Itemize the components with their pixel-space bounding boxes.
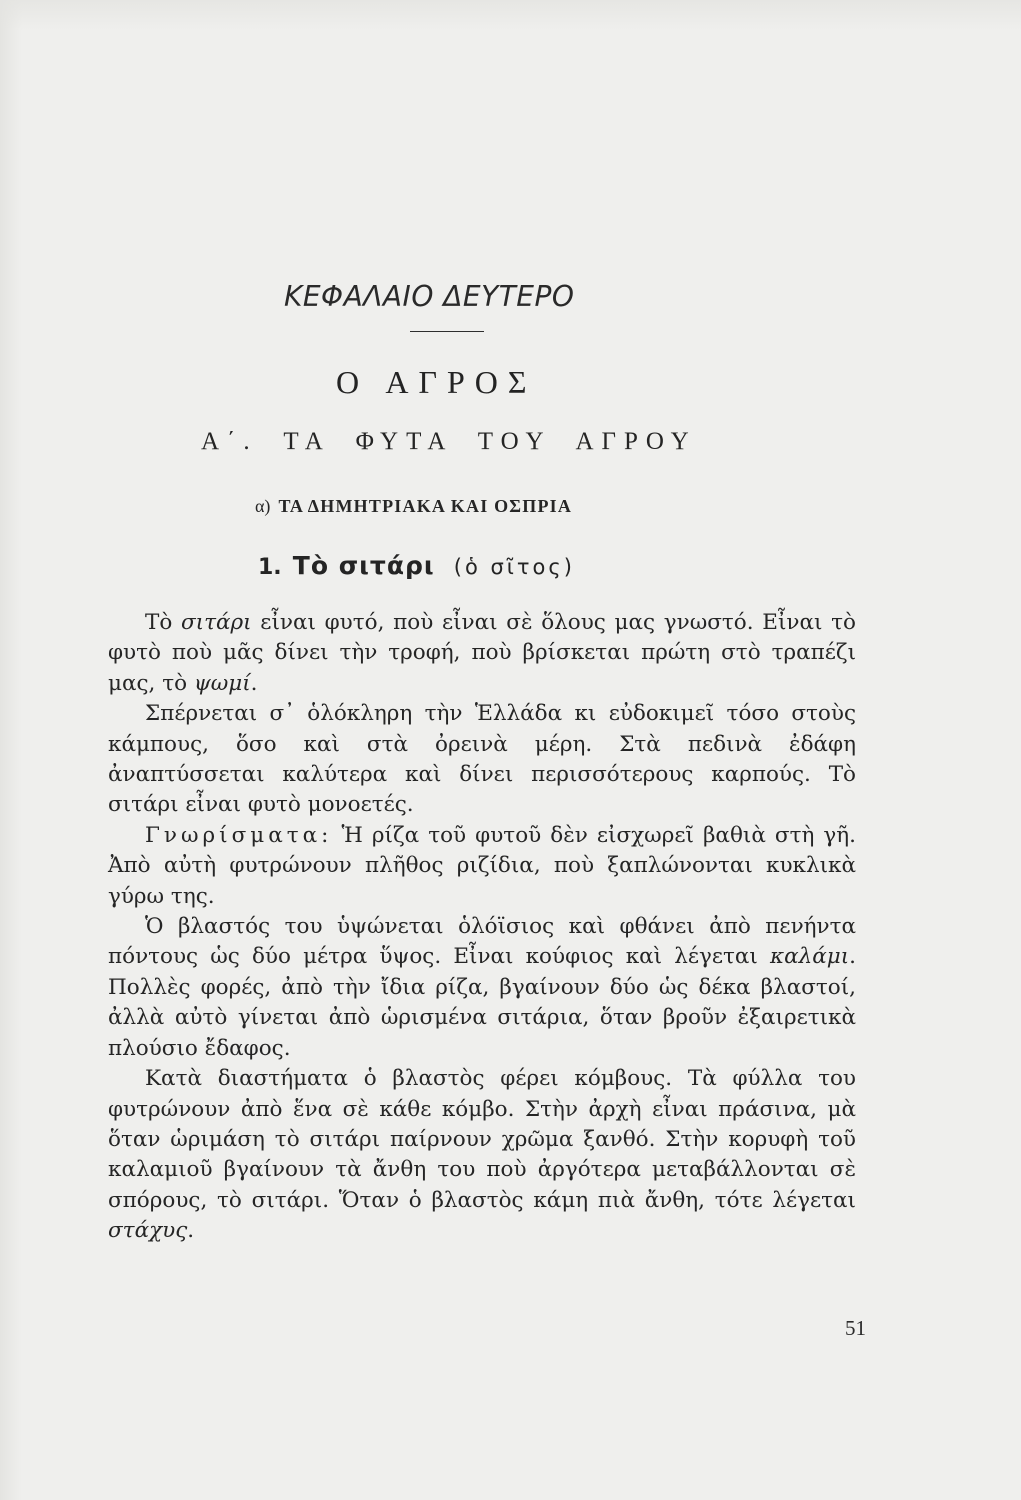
page-edge-shadow-top bbox=[0, 0, 1021, 30]
subsection-marker: α) bbox=[255, 496, 271, 516]
body-text bbox=[108, 608, 856, 1247]
item-alt-name: (ὁ σῖτος) bbox=[453, 555, 575, 579]
paragraph-3-text: Ἡ ρίζα τοῦ φυτοῦ δὲν εἰσχωρεῖ βαθιὰ στὴ γῆ. Ἀπὸ αὐτὴ φυτρώνουν πλῆθος ριζίδια, ποὺ ξαπλώνονται κυκλικὰ γύρω της. bbox=[108, 822, 856, 909]
item-heading bbox=[258, 551, 688, 580]
subsection-title-text: ΤΑ ΔΗΜΗΤΡΙΑΚΑ ΚΑΙ ΟΣΠΡΙΑ bbox=[278, 496, 573, 516]
page-edge-shadow-left bbox=[0, 0, 22, 1500]
paragraph-4-term-kalami: καλάμι bbox=[769, 944, 850, 970]
main-title: Ο ΑΓΡΟΣ bbox=[336, 364, 537, 400]
title-rule bbox=[410, 331, 484, 332]
paragraph-1-text-c: εἶναι φυτό, ποὺ εἶναι σὲ ὅλους μας γνωστό. Εἶναι τὸ φυτὸ ποὺ μᾶς δίνει τὴν τροφή, ποὺ βρίσκεται πρώτη στὸ τραπέζι μας, τὸ bbox=[108, 610, 856, 696]
paragraph-1-term-psomi: ψωμί bbox=[193, 670, 251, 696]
paragraph-4-text-a: Ὁ βλαστός του ὑψώνεται ὁλόϊσιος καὶ φθάνει ἀπὸ πενήντα πόντους ὡς δύο μέτρα ὕψος. Εἶναι κούφιος καὶ λέγεται bbox=[108, 914, 856, 970]
paragraph-5-text-a: Κατὰ διαστήματα ὁ βλαστὸς φέρει κόμβους. Τὰ φύλλα του φυτρώνουν ἀπὸ ἕνα σὲ κάθε κόμβο. Στὴν ἀρχὴ εἶναι πράσινα, μὰ ὅταν ὡριμάση τὸ σιτάρι παίρνουν χρῶμα ξανθό. Στὴν κορυφὴ τοῦ καλαμιοῦ βγαίνουν τὰ ἄνθη του ποὺ ἀργότερα μεταβάλλονται σὲ σπόρους, τὸ σιτάρι. Ὅταν ὁ βλαστὸς κάμη πιὰ ἄνθη, τότε λέγεται bbox=[108, 1066, 856, 1213]
paragraph-1-term-sitari: σιτάρι bbox=[181, 610, 252, 635]
subsection-title bbox=[255, 496, 685, 517]
item-name: Τὸ σιτάρι bbox=[292, 551, 435, 580]
paragraph-4-text-c: . Πολλὲς φορές, ἀπὸ τὴν ἴδια ρίζα, βγαίνουν δύο ὡς δέκα βλαστοί, ἀλλὰ αὐτὸ γίνεται ἀπὸ ὡρισμένα σιτάρια, ὅταν βροῦν ἐξαιρετικὰ πλούσιο ἔδαφος. bbox=[108, 944, 856, 1061]
section-title: Α΄. ΤΑ ΦΥΤΑ ΤΟΥ ΑΓΡΟΥ bbox=[201, 428, 697, 455]
paragraph-1-text-a: Τὸ bbox=[145, 610, 181, 635]
paragraph-3 bbox=[108, 821, 856, 912]
paragraph-5 bbox=[108, 1064, 856, 1246]
paragraph-1 bbox=[108, 608, 856, 699]
chapter-label: ΚΕΦΑΛΑΙΟ ΔΕΥΤΕΡΟ bbox=[284, 280, 575, 313]
paragraph-4 bbox=[108, 912, 856, 1064]
paragraph-5-text-c: . bbox=[187, 1218, 195, 1244]
paragraph-2: Σπέρνεται σ᾽ ὁλόκληρη τὴν Ἑλλάδα κι εὐδοκιμεῖ τόσο στοὺς κάμπους, ὅσο καὶ στὰ ὀρεινὰ μέρη. Στὰ πεδινὰ ἐδάφη ἀναπτύσσεται καλύτερα καὶ δίνει περισσότερους καρπούς. Τὸ σιτάρι εἶναι φυτὸ μονοετές. bbox=[108, 701, 856, 818]
item-number: 1. bbox=[258, 555, 282, 580]
paragraph-5-term-stachys: στάχυς bbox=[108, 1218, 188, 1244]
page-number: 51 bbox=[845, 1316, 866, 1340]
paragraph-3-label: Γνωρίσματα: bbox=[145, 822, 333, 848]
paragraph-1-text-e: . bbox=[250, 670, 258, 696]
